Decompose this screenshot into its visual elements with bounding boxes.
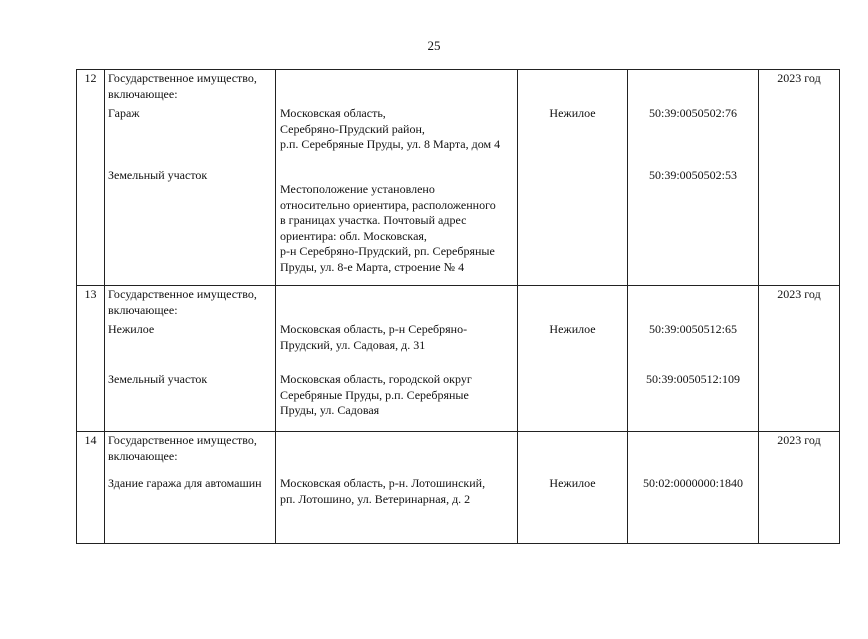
row-number: 12 bbox=[84, 71, 97, 85]
item-cadastral: 50:39:0050512:109 bbox=[645, 372, 740, 386]
table-row bbox=[77, 432, 840, 544]
page-number: 25 bbox=[427, 38, 441, 53]
item-cadastral: 50:02:0000000:1840 bbox=[642, 476, 743, 490]
item-name: Гараж bbox=[108, 106, 140, 120]
row-header: Государственное имущество, включающее: bbox=[108, 287, 257, 317]
row-header: Государственное имущество, включающее: bbox=[108, 71, 257, 101]
item-name: Земельный участок bbox=[108, 168, 208, 182]
item-type: Нежилое bbox=[549, 106, 596, 120]
row-header: Государственное имущество, включающее: bbox=[108, 433, 257, 463]
item-address: Московская область, Серебряно-Прудский район, р.п. Серебряные Пруды, ул. 8 Марта, дом 4 bbox=[280, 106, 501, 151]
row-year: 2023 год bbox=[777, 71, 821, 85]
table-row bbox=[77, 286, 840, 432]
item-type: Нежилое bbox=[549, 322, 596, 336]
item-type: Нежилое bbox=[549, 476, 596, 490]
item-address: Московская область, р-н Серебряно- Прудский, ул. Садовая, д. 31 bbox=[280, 322, 468, 352]
row-number: 13 bbox=[84, 287, 97, 301]
item-cadastral: 50:39:0050502:53 bbox=[648, 168, 737, 182]
row-number: 14 bbox=[84, 433, 97, 447]
table-row bbox=[77, 70, 840, 286]
property-table bbox=[76, 69, 840, 544]
item-name: Нежилое bbox=[108, 322, 155, 336]
item-name: Здание гаража для автомашин bbox=[108, 476, 262, 490]
row-year: 2023 год bbox=[777, 287, 821, 301]
item-cadastral: 50:39:0050502:76 bbox=[648, 106, 737, 120]
item-address: Московская область, р-н. Лотошинский, рп. Лотошино, ул. Ветеринарная, д. 2 bbox=[280, 476, 486, 506]
item-name: Земельный участок bbox=[108, 372, 208, 386]
row-year: 2023 год bbox=[777, 433, 821, 447]
item-address: Московская область, городской округ Серебряные Пруды, р.п. Серебряные Пруды, ул. Садовая bbox=[280, 372, 472, 417]
item-cadastral: 50:39:0050512:65 bbox=[648, 322, 737, 336]
item-address: Местоположение установлено относительно ориентира, расположенного в границах участка. Почтовый адрес ориентира: обл. Московская, р-н Серебряно-Прудский, рп. Серебряные Пруды, ул. 8-е Марта, строение № 4 bbox=[280, 182, 496, 274]
